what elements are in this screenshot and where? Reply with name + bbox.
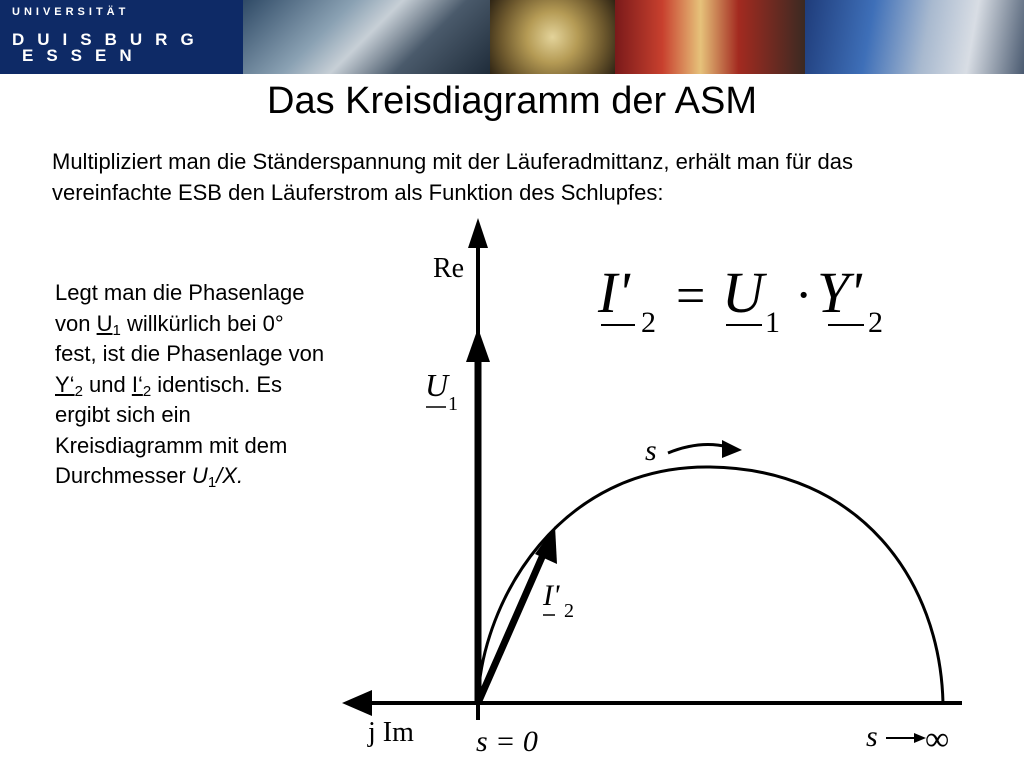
formula-lhs-sub: 2	[641, 306, 656, 339]
s-zero-label	[476, 725, 538, 758]
formula-u-sub: 1	[765, 306, 780, 339]
intro-text: Multipliziert man die Ständerspannung mit der Läuferadmittanz, erhält man für das vereinfachte ESB den Läuferstrom als Funktion des Schlupfes:	[52, 149, 853, 205]
u1-label: U	[425, 367, 449, 403]
s-inf-s: s	[866, 720, 878, 753]
i2-phasor-line	[478, 548, 546, 703]
i2-label-sub: 2	[564, 600, 574, 622]
symbol-y-sub: 2	[74, 382, 83, 400]
formula-u: U	[722, 260, 764, 325]
formula-dot: ·	[795, 267, 813, 324]
re-axis-arrow	[468, 218, 488, 248]
u1-phasor-arrow	[466, 328, 490, 362]
s-inf-symbol: ∞	[925, 721, 950, 758]
diameter-u: U	[191, 463, 208, 488]
im-axis-arrow	[342, 690, 372, 716]
symbol-y: Y‘	[55, 371, 75, 397]
logo-line-2: DUISBURG	[12, 30, 207, 49]
im-axis-label: j Im	[368, 717, 414, 748]
slip-direction-arrow	[722, 440, 742, 458]
logo-line-3: ESSEN	[22, 46, 145, 65]
diameter-u-sub: 1	[207, 474, 217, 491]
side-text-1: Legt man die Phasenlage von	[55, 280, 305, 336]
formula-y: Y'	[817, 260, 862, 325]
symbol-u-sub: 1	[112, 321, 121, 339]
i2-label: I'	[543, 579, 560, 612]
diameter-rest: /X.	[216, 463, 244, 488]
slide-title: Das Kreisdiagramm der ASM	[267, 80, 757, 122]
logo-line-1: UNIVERSITÄT	[12, 6, 130, 18]
slip-direction-curve	[668, 445, 728, 453]
side-text-2: willkürlich bei 0° fest, ist die Phasenlage von	[55, 310, 325, 366]
re-axis-label: Re	[433, 253, 465, 284]
formula-y-sub: 2	[868, 306, 883, 339]
symbol-u: U	[96, 310, 113, 336]
side-text-3: und	[82, 371, 132, 397]
side-text-4: identisch. Es ergibt sich ein Kreisdiagramm mit dem Durchmesser	[55, 371, 288, 488]
symbol-i-sub: 2	[142, 382, 152, 400]
symbol-i: I‘	[131, 371, 143, 397]
s-zero-text: s = 0	[476, 725, 538, 758]
formula-equals: =	[676, 268, 706, 325]
slip-label: s	[645, 434, 657, 467]
formula-lhs: I'	[598, 260, 630, 325]
u1-label-sub: 1	[448, 393, 458, 415]
